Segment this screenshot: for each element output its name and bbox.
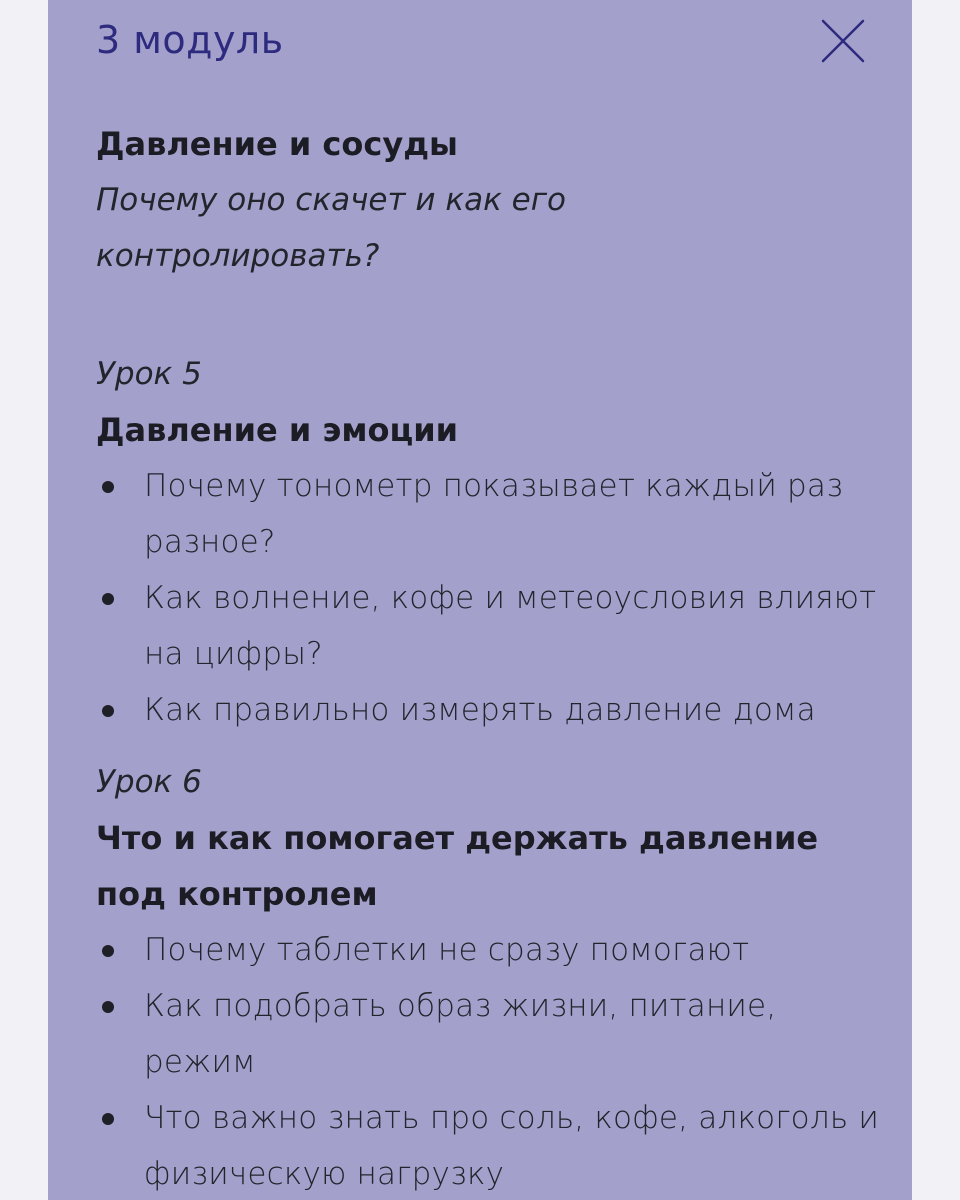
bullet-icon [102, 481, 114, 493]
lesson-label: Урок 5 [96, 356, 202, 392]
list-item [96, 570, 886, 682]
list-item-text: Что важно знать про соль, кофе, алкоголь и физическую нагрузку [144, 1100, 879, 1192]
lesson-6 [96, 754, 886, 1200]
bullet-icon [102, 705, 114, 717]
bullet-icon [102, 1113, 114, 1125]
list-item-text: Почему тонометр показывает каждый раз разное? [144, 468, 844, 560]
module-heading: Давление и сосуды [96, 125, 458, 163]
lesson-label: Урок 6 [96, 764, 202, 800]
lesson-title: Что и как помогает держать давление под контролем [96, 819, 819, 913]
list-item [96, 978, 886, 1090]
lesson-topics [96, 922, 886, 1200]
module-title: 3 модуль [96, 18, 284, 62]
close-button[interactable] [820, 18, 866, 64]
module-content [96, 116, 886, 1200]
list-item-text: Как подобрать образ жизни, питание, режим [144, 988, 777, 1080]
bullet-icon [102, 593, 114, 605]
list-item [96, 922, 886, 978]
lesson-5 [96, 346, 886, 738]
lesson-title: Давление и эмоции [96, 411, 459, 449]
list-item [96, 458, 886, 570]
bullet-icon [102, 945, 114, 957]
lesson-topics [96, 458, 886, 738]
list-item [96, 682, 886, 738]
list-item-text: Как волнение, кофе и метеоусловия влияют на цифры? [144, 580, 877, 672]
close-icon [820, 18, 866, 64]
module-panel [48, 0, 912, 1200]
list-item-text: Как правильно измерять давление дома [144, 692, 816, 728]
module-subtitle: Почему оно скачет и как его контролировать? [96, 182, 566, 274]
list-item-text: Почему таблетки не сразу помогают [144, 932, 750, 968]
bullet-icon [102, 1001, 114, 1013]
list-item [96, 1090, 886, 1200]
